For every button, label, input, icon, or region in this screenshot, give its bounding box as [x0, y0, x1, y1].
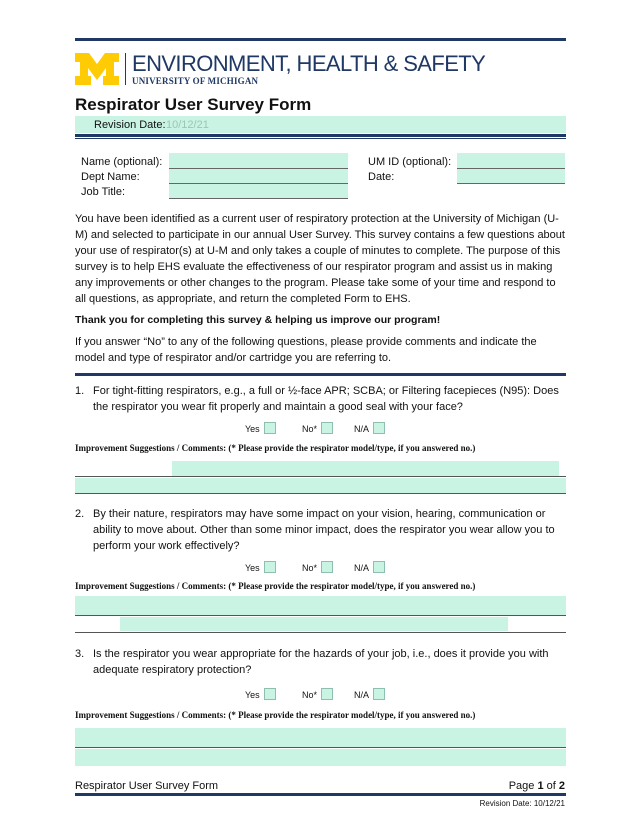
- name-input[interactable]: [169, 153, 348, 169]
- q2-yes-label: Yes: [245, 563, 260, 573]
- question-2-text: By their nature, respirators may have some impact on your vision, hearing, communication or ability to move about. Other than some minor impact, does the respirator you wear allow you to perform your work effectively?: [93, 508, 555, 552]
- footer-page-number: [509, 778, 565, 794]
- q2-comment-line-2[interactable]: [120, 617, 508, 631]
- umid-label: UM ID (optional):: [368, 156, 452, 168]
- umid-input[interactable]: [457, 153, 565, 169]
- logo-divider: [125, 53, 126, 85]
- q3-na-label: N/A: [354, 690, 370, 700]
- q2-option-no[interactable]: [302, 561, 333, 573]
- q2-comment-rule-1: [75, 615, 566, 616]
- intro-paragraph: You have been identified as a current user of respiratory protection at the University of Michigan (U-M) and selected to participate in our annual User Survey. This survey contains a few questions about your use of respirator(s) at U-M and only takes a couple of minutes to complete. The purpose of this survey is to help EHS evaluate the effectiveness of our respirator program and assist us in making any improvements or other changes to the program. Please take some of your time and respond to all questions, as appropriate, and return the completed Form to EHS.: [75, 213, 565, 305]
- revision-label: Revision Date:: [94, 119, 166, 131]
- q1-yes-checkbox[interactable]: [264, 422, 276, 434]
- q1-yes-label: Yes: [245, 424, 260, 434]
- q2-na-label: N/A: [354, 563, 370, 573]
- brand-subtitle: UNIVERSITY OF MICHIGAN: [132, 76, 259, 86]
- q2-option-na[interactable]: [354, 561, 385, 573]
- q3-option-na[interactable]: [354, 688, 385, 700]
- q3-comment-rule-1: [75, 747, 566, 748]
- q2-comment-line-1[interactable]: [75, 596, 566, 615]
- q3-na-checkbox[interactable]: [373, 688, 385, 700]
- header-rule-thin: [75, 138, 566, 139]
- q1-comment-line-2[interactable]: [75, 478, 566, 493]
- thanks-line: Thank you for completing this survey & helping us improve our program!: [75, 314, 441, 326]
- q1-no-checkbox[interactable]: [321, 422, 333, 434]
- q1-na-checkbox[interactable]: [373, 422, 385, 434]
- q2-na-checkbox[interactable]: [373, 561, 385, 573]
- block-m-icon: [75, 53, 119, 85]
- question-2-number: 2.: [75, 508, 85, 520]
- q2-yes-checkbox[interactable]: [264, 561, 276, 573]
- question-3-text: Is the respirator you wear appropriate for the hazards of your job, i.e., does it provide you with adequate respiratory protection?: [93, 648, 549, 676]
- page-of: of: [543, 780, 559, 792]
- q1-na-label: N/A: [354, 424, 370, 434]
- q3-no-label: No*: [302, 690, 318, 700]
- q1-no-label: No*: [302, 424, 318, 434]
- top-rule: [75, 38, 566, 41]
- q3-comment-line-2[interactable]: [75, 749, 566, 766]
- q3-no-checkbox[interactable]: [321, 688, 333, 700]
- q2-option-yes[interactable]: [245, 561, 276, 573]
- revision-value[interactable]: 10/12/21: [166, 119, 209, 131]
- footer-rule: [75, 793, 566, 796]
- question-1-number: 1.: [75, 385, 85, 397]
- section-rule: [75, 373, 566, 376]
- q2-suggestion-label: Improvement Suggestions / Comments: (* Please provide the respirator model/type, if you answered no.): [75, 581, 476, 591]
- page-total: 2: [558, 780, 565, 792]
- q3-comment-line-1[interactable]: [75, 728, 566, 747]
- um-logo: [75, 53, 119, 85]
- q1-comment-line-1[interactable]: [172, 461, 559, 476]
- header-rule: [75, 134, 566, 137]
- question-3-number: 3.: [75, 648, 85, 660]
- footer-form-name: Respirator User Survey Form: [75, 780, 219, 792]
- q2-no-checkbox[interactable]: [321, 561, 333, 573]
- q1-option-no[interactable]: [302, 422, 333, 434]
- q2-no-label: No*: [302, 563, 318, 573]
- q3-option-no[interactable]: [302, 688, 333, 700]
- job-label: Job Title:: [81, 186, 126, 198]
- page-title: Respirator User Survey Form: [75, 95, 312, 114]
- dept-label: Dept Name:: [81, 171, 140, 183]
- q1-comment-rule-1: [75, 476, 566, 477]
- page-current: 1: [537, 780, 544, 792]
- footer-revision: Revision Date: 10/12/21: [479, 799, 565, 808]
- brand-title: ENVIRONMENT, HEALTH & SAFETY: [132, 51, 486, 76]
- q3-suggestion-label: Improvement Suggestions / Comments: (* Please provide the respirator model/type, if you answered no.): [75, 710, 476, 720]
- dept-input[interactable]: [169, 169, 348, 184]
- q1-option-na[interactable]: [354, 422, 385, 434]
- q1-comment-rule-2: [75, 493, 566, 494]
- date-input[interactable]: [457, 169, 565, 184]
- q3-option-yes[interactable]: [245, 688, 276, 700]
- page-prefix: Page: [508, 780, 538, 792]
- job-input[interactable]: [169, 184, 348, 199]
- instructions: If you answer “No” to any of the following questions, please provide comments and indicate the model and type of respirator and/or cartridge you are referring to.: [75, 336, 537, 364]
- q1-option-yes[interactable]: [245, 422, 276, 434]
- date-label: Date:: [368, 171, 395, 183]
- name-label: Name (optional):: [81, 156, 163, 168]
- q3-yes-checkbox[interactable]: [264, 688, 276, 700]
- q3-yes-label: Yes: [245, 690, 260, 700]
- question-1-text: For tight-fitting respirators, e.g., a full or ½-face APR; SCBA; or Filtering facepieces (N95): Does the respirator you wear fit properly and maintain a good seal with your face?: [93, 385, 559, 413]
- q1-suggestion-label: Improvement Suggestions / Comments: (* Please provide the respirator model/type, if you answered no.): [75, 443, 476, 453]
- q2-comment-rule-2: [75, 632, 566, 633]
